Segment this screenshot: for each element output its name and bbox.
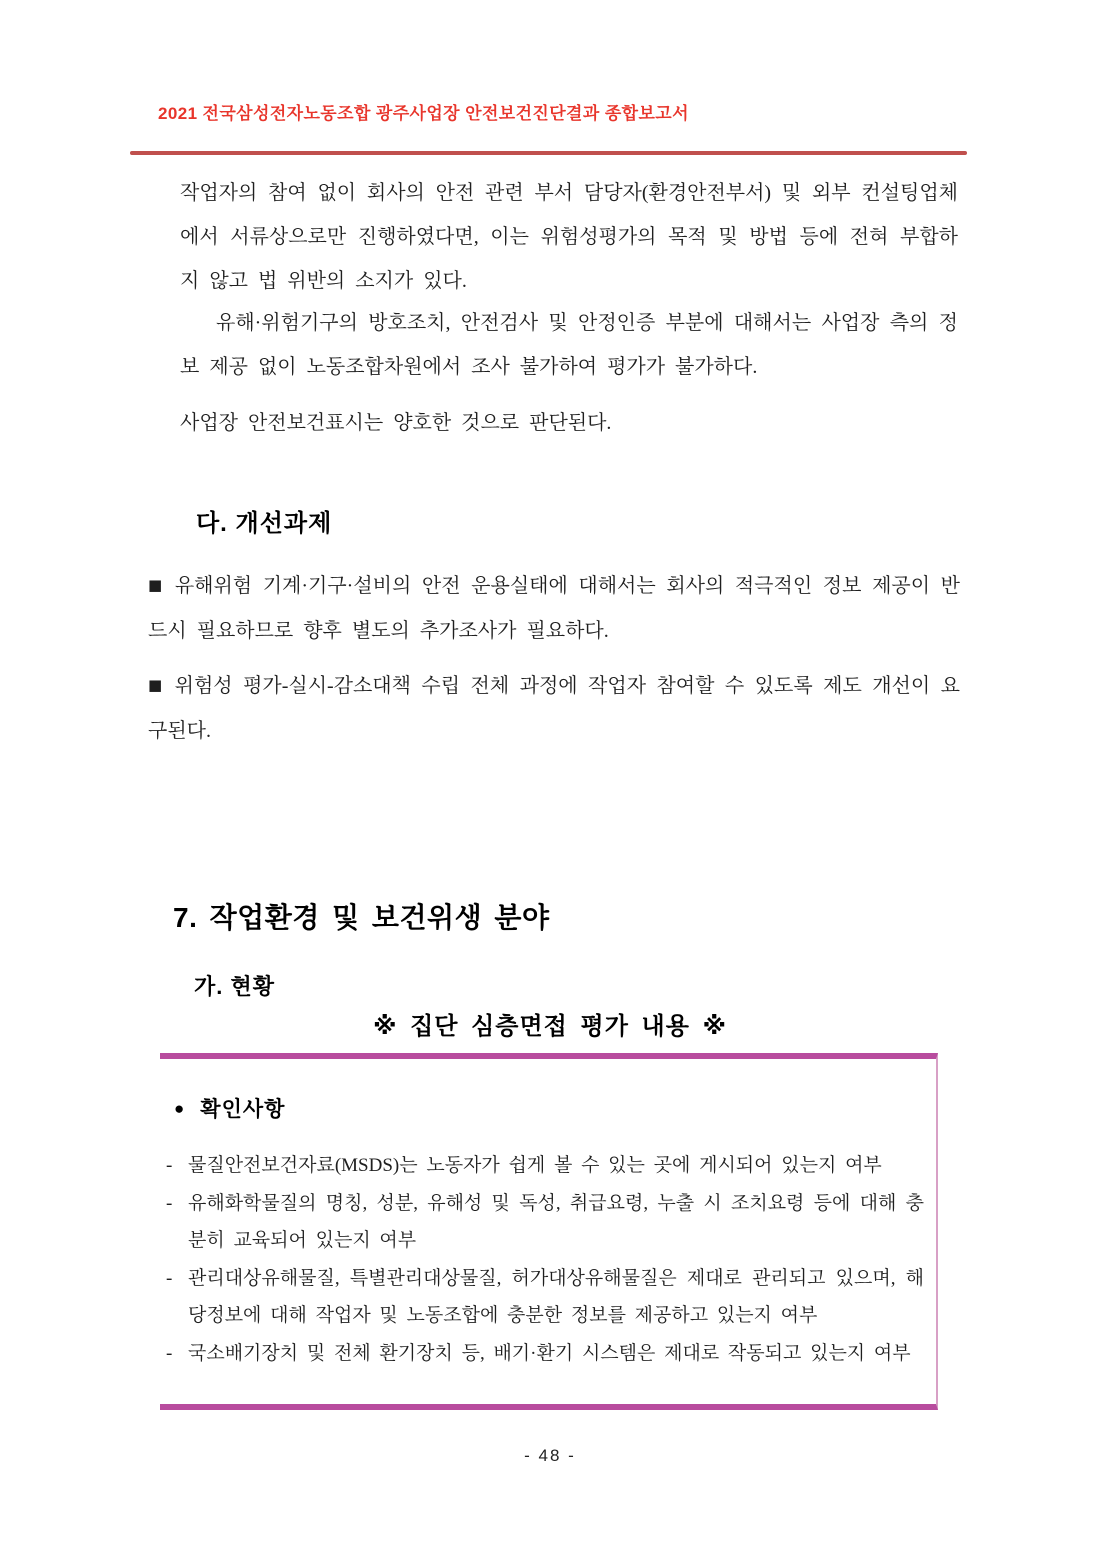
body-paragraph: 작업자의 참여 없이 회사의 안전 관련 부서 담당자(환경안전부서) 및 외부 컨설팅업체에서 서류상으로만 진행하였다면, 이는 위험성평가의 목적 및 방법 등에 전혀 부합하지 않고 법 위반의 소지가 있다. <box>180 182 958 292</box>
dash-bullet-icon: - <box>166 1342 173 1364</box>
square-bullet-icon: ■ <box>148 676 163 694</box>
checklist-item-text: 관리대상유해물질, 특별관리대상물질, 허가대상유해물질은 제대로 관리되고 있으며, 해당정보에 대해 작업자 및 노동조합에 충분한 정보를 제공하고 있는지 여부 <box>188 1267 924 1326</box>
section7-heading: 7. 작업환경 및 보건위생 분야 <box>173 902 550 933</box>
body-paragraph: 유해·위험기구의 방호조치, 안전검사 및 안정인증 부분에 대해서는 사업장 측의 정보 제공 없이 노동조합차원에서 조사 불가하여 평가가 불가하다. <box>180 312 958 378</box>
checklist-item-text: 국소배기장치 및 전체 환기장치 등, 배기·환기 시스템은 제대로 작동되고 있는지 여부 <box>188 1342 911 1364</box>
improvement-bullet <box>148 664 960 753</box>
improvement-bullet-text: 유해위험 기계·기구·설비의 안전 운용실태에 대해서는 회사의 적극적인 정보 제공이 반드시 필요하므로 향후 별도의 추가조사가 필요하다. <box>148 575 960 642</box>
body-paragraph: 사업장 안전보건표시는 양호한 것으로 판단된다. <box>180 412 612 434</box>
circle-bullet-icon: ● <box>174 1099 186 1118</box>
improvement-bullet <box>148 564 960 653</box>
improvement-bullet-text: 위험성 평가-실시-감소대책 수립 전체 과정에 작업자 참여할 수 있도록 제도 개선이 요구된다. <box>148 675 960 742</box>
square-bullet-icon: ■ <box>148 576 163 594</box>
page-number: - 48 - <box>524 1446 576 1465</box>
report-header-title: 2021 전국삼성전자노동조합 광주사업장 안전보건진단결과 종합보고서 <box>158 104 689 123</box>
checklist-heading-text: 확인사항 <box>200 1098 286 1121</box>
checklist-items <box>166 1147 924 1372</box>
dash-bullet-icon: - <box>166 1267 173 1289</box>
header-divider-rule <box>130 151 967 155</box>
section7-subheading: 가. 현황 <box>194 974 275 999</box>
checklist-item-text: 물질안전보건자료(MSDS)는 노동자가 쉽게 볼 수 있는 곳에 게시되어 있는지 여부 <box>188 1155 882 1176</box>
checklist-box <box>160 1053 938 1410</box>
checklist-item-text: 유해화학물질의 명칭, 성분, 유해성 및 독성, 취급요령, 누출 시 조치요령 등에 대해 충분히 교육되어 있는지 여부 <box>188 1192 924 1251</box>
dash-bullet-icon: - <box>166 1155 173 1176</box>
checklist-item <box>166 1185 924 1260</box>
interview-banner-title: ※ 집단 심층면접 평가 내용 ※ <box>373 1013 727 1040</box>
checklist-item <box>166 1260 924 1335</box>
checklist-item <box>166 1335 924 1373</box>
checklist-heading <box>174 1093 285 1123</box>
checklist-item <box>166 1147 924 1185</box>
improvement-section-heading: 다. 개선과제 <box>196 510 333 537</box>
dash-bullet-icon: - <box>166 1192 173 1214</box>
